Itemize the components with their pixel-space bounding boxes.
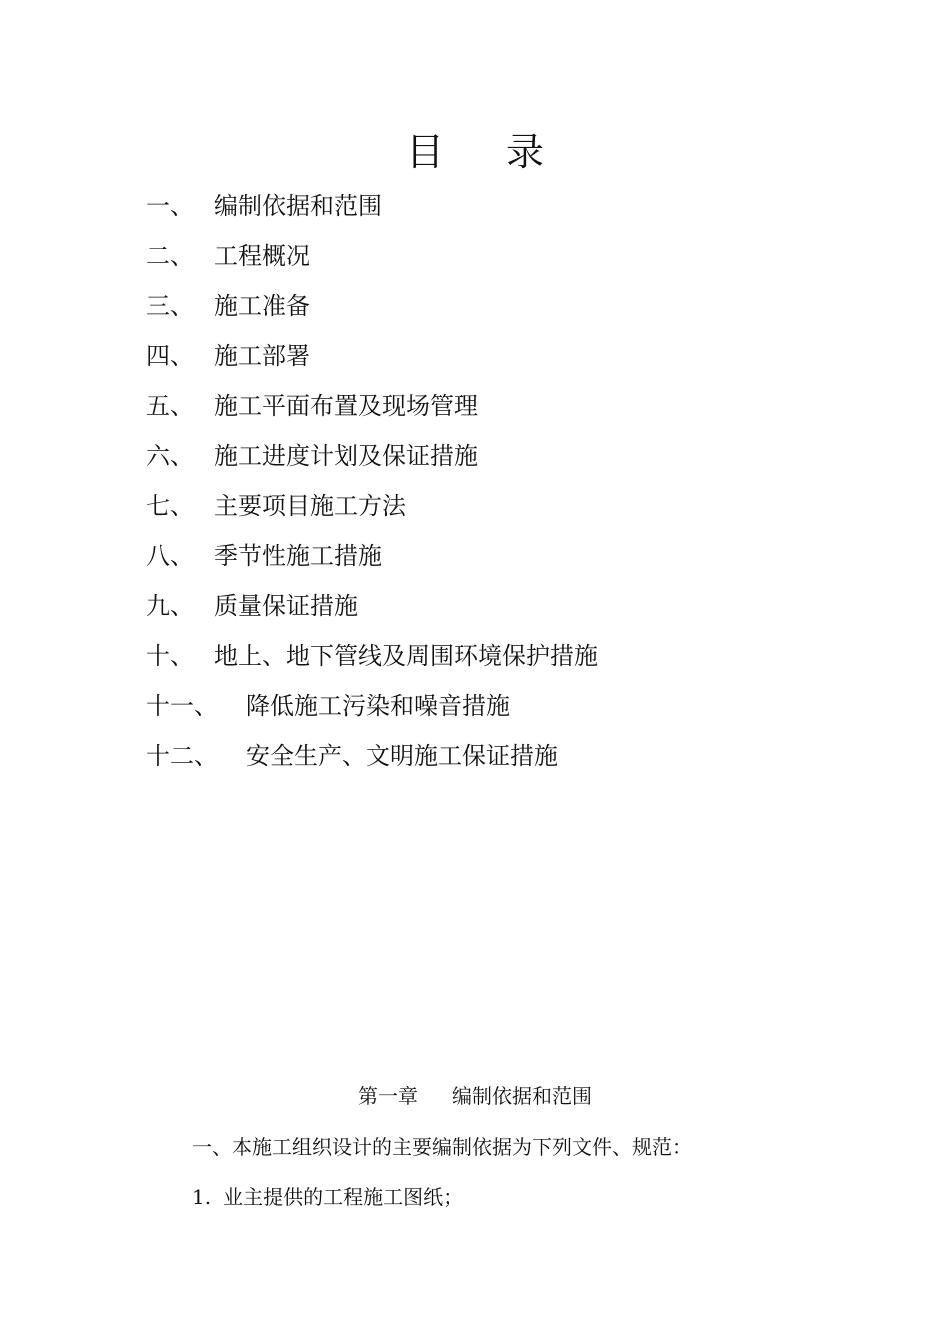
toc-item-text: 安全生产、文明施工保证措施: [246, 742, 558, 770]
toc-item-number: 十一、: [146, 692, 218, 720]
toc-item: [146, 431, 598, 481]
toc-item-number: 十二、: [146, 742, 218, 770]
chapter-heading: [0, 1080, 950, 1112]
toc-item-text: 施工部署: [214, 342, 310, 370]
toc-item-text: 编制依据和范围: [214, 192, 382, 220]
toc-item-text: 季节性施工措施: [214, 542, 382, 570]
list-item-number: 1.: [192, 1185, 212, 1209]
toc-item: [146, 181, 598, 231]
toc-item-number: 四、: [146, 342, 194, 370]
toc-item: [146, 531, 598, 581]
toc-title: 目录: [405, 130, 606, 174]
toc-item-text: 地上、地下管线及周围环境保护措施: [214, 642, 598, 670]
toc-item: [146, 231, 598, 281]
toc-item: [146, 631, 598, 681]
toc-item: [146, 681, 598, 731]
toc-item: [146, 281, 598, 331]
toc-item-text: 施工平面布置及现场管理: [214, 392, 478, 420]
toc-item: [146, 481, 598, 531]
toc-item: [146, 331, 598, 381]
chapter-number: 第一章: [358, 1084, 418, 1108]
toc-item-number: 八、: [146, 542, 194, 570]
toc-item-number: 六、: [146, 442, 194, 470]
body-paragraph: 一、本施工组织设计的主要编制依据为下列文件、规范：: [192, 1135, 692, 1159]
toc-item-number: 五、: [146, 392, 194, 420]
toc-item: [146, 381, 598, 431]
toc-list: [146, 181, 598, 781]
toc-item-number: 七、: [146, 492, 194, 520]
toc-item-text: 工程概况: [214, 242, 310, 270]
numbered-list-item: [192, 1181, 463, 1213]
toc-item-text: 质量保证措施: [214, 592, 358, 620]
toc-item-text: 降低施工污染和噪音措施: [246, 692, 510, 720]
toc-item-text: 施工准备: [214, 292, 310, 320]
toc-item-number: 一、: [146, 192, 194, 220]
toc-item: [146, 581, 598, 631]
toc-item-text: 施工进度计划及保证措施: [214, 442, 478, 470]
toc-item-number: 十、: [146, 642, 194, 670]
toc-item: [146, 731, 598, 781]
chapter-title: 编制依据和范围: [452, 1084, 592, 1108]
toc-item-number: 二、: [146, 242, 194, 270]
toc-item-number: 九、: [146, 592, 194, 620]
toc-item-number: 三、: [146, 292, 194, 320]
list-item-text: 业主提供的工程施工图纸；: [223, 1185, 464, 1209]
toc-item-text: 主要项目施工方法: [214, 492, 406, 520]
